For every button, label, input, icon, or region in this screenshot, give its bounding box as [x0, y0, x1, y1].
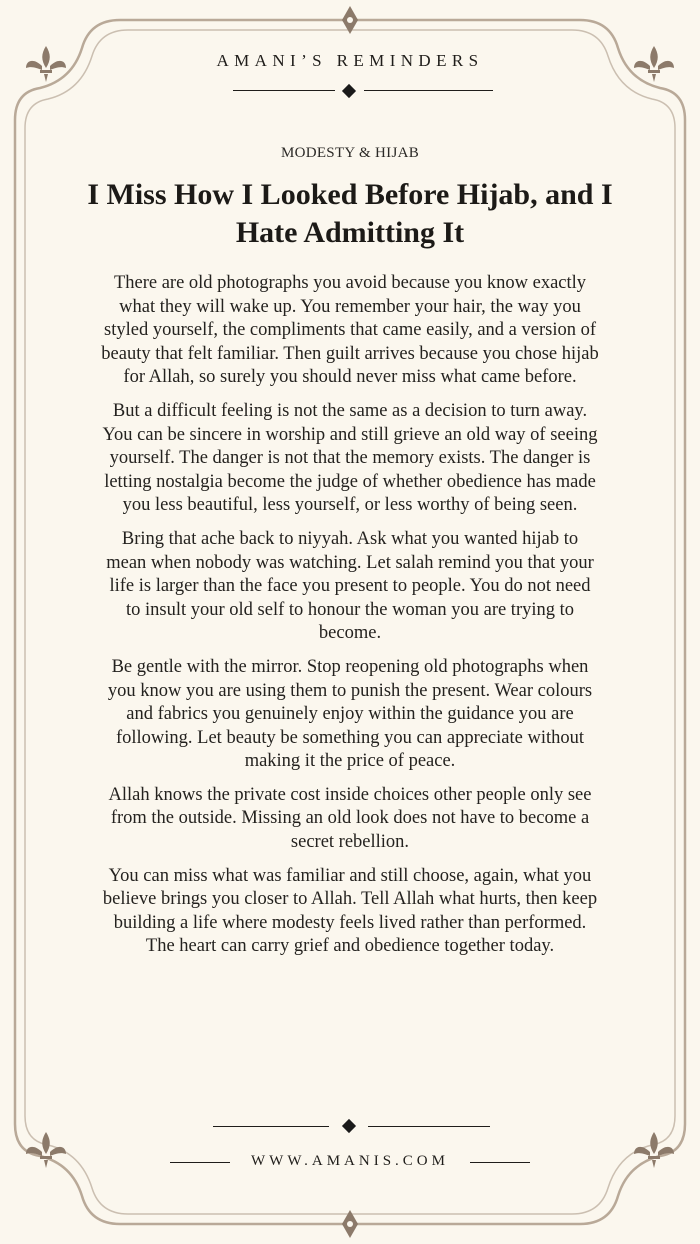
article-paragraph: Allah knows the private cost inside choices other people only see from the outside. Missing an old look does not have to become a secret rebellion. [108, 784, 592, 853]
brand-title: AMANI’S REMINDERS [216, 51, 484, 70]
header-divider-left [233, 90, 335, 91]
article-paragraph: But a difficult feeling is not the same as a decision to turn away. You can be sincere in worship and still grieve an old way of seeing yourself. The danger is not that the memory exists. The danger is letting nostalgia become the judge of whether obedience has made you less beautiful, less yourself, or less worthy of being seen. [102, 400, 598, 516]
article-paragraph: You can miss what was familiar and still choose, again, what you believe brings you closer to Allah. Tell Allah what hurts, then keep building a life where modesty feels lived rather than performed. The heart can carry grief and obedience together today. [102, 865, 598, 957]
header-divider-right [364, 90, 493, 91]
footer-divider-right [368, 1126, 490, 1127]
article-paragraph: Bring that ache back to niyyah. Ask what you wanted hijab to mean when nobody was watching. Let salah remind you that your life is larger than the face you present to people. You do not need to insult your old self to honour the woman you are trying to become. [106, 528, 594, 644]
article-title: I Miss How I Looked Before Hijab, and I Hate Admitting It [87, 178, 613, 249]
article-body [100, 272, 600, 969]
website-url[interactable]: WWW.AMANIS.COM [251, 1153, 449, 1169]
article-category: MODESTY & HIJAB [280, 145, 420, 161]
url-divider-right [470, 1162, 530, 1163]
article-paragraph: There are old photographs you avoid because you know exactly what they will wake up. You remember your hair, the way you styled yourself, the compliments that came easily, and a version of beauty that felt familiar. Then guilt arrives because you chose hijab for Allah, so surely you should never miss what came before. [101, 273, 599, 388]
footer-divider-left [213, 1126, 329, 1127]
article-paragraph: Be gentle with the mirror. Stop reopening old photographs when you know you are using them to punish the present. Wear colours and fabrics you genuinely enjoy within the guidance you are following. Let beauty be something you can appreciate without making it the price of peace. [107, 656, 593, 772]
